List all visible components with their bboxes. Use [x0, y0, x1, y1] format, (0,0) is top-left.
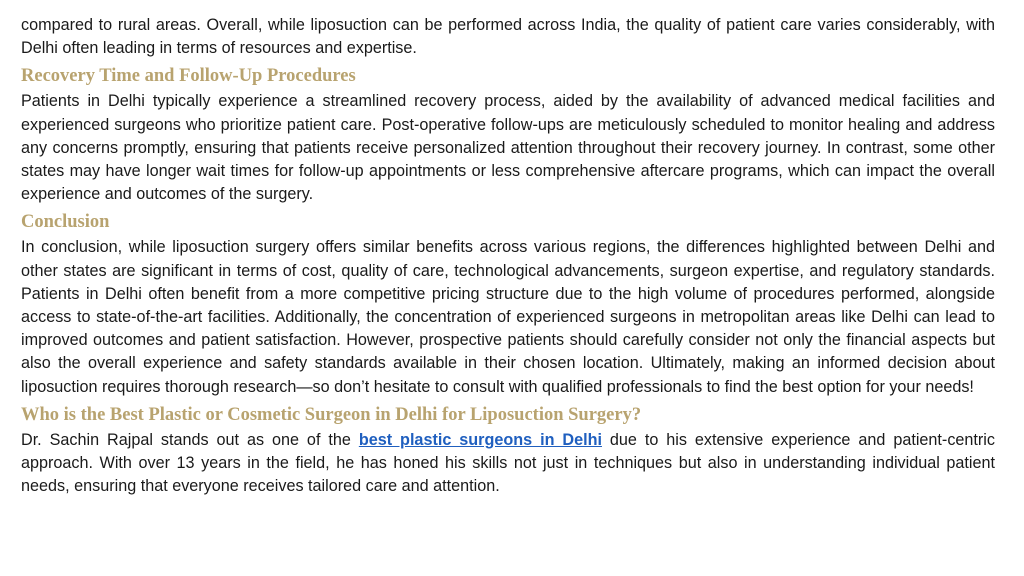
intro-paragraph: compared to rural areas. Overall, while liposuction can be performed across India, the quality of patient care varies considerably, with Delhi often leading in terms of resources and expertise.: [21, 16, 995, 58]
recovery-paragraph: Patients in Delhi typically experience a streamlined recovery process, aided by the availability of advanced medical facilities and experienced surgeons who prioritize patient care. Post-operative follow-ups are meticulously scheduled to monitor healing and address any concerns promptly, ensuring that patients receive personalized attention throughout their recovery journey. In contrast, some other states may have longer wait times for follow-up appointments or less comprehensive aftercare programs, which can impact the overall experience and outcomes of the surgery.: [21, 92, 995, 204]
best-surgeon-paragraph: [21, 429, 995, 499]
conclusion-paragraph: In conclusion, while liposuction surgery offers similar benefits across various regions, the differences highlighted between Delhi and other states are significant in terms of cost, quality of care, technological advancements, surgeon expertise, and regulatory standards. Patients in Delhi often benefit from a more competitive pricing structure due to the high volume of procedures performed, alongside access to state-of-the-art facilities. Additionally, the concentration of experienced surgeons in metropolitan areas like Delhi can lead to improved outcomes and patient satisfaction. However, prospective patients should carefully consider not only the financial aspects but also the overall experience and safety standards available in their chosen location. Ultimately, making an informed decision about liposuction requires thorough research—so don’t hesitate to consult with qualified professionals to find the best option for your needs!: [21, 238, 995, 396]
best-surgeon-heading: Who is the Best Plastic or Cosmetic Surgeon in Delhi for Liposuction Surgery?: [21, 404, 642, 425]
document-page: [21, 14, 995, 498]
best-plastic-surgeons-link[interactable]: best plastic surgeons in Delhi: [358, 430, 602, 449]
best-surgeon-text-before: Dr. Sachin Rajpal stands out as one of the: [21, 430, 359, 449]
recovery-heading: Recovery Time and Follow-Up Procedures: [21, 66, 356, 87]
conclusion-heading: Conclusion: [21, 212, 110, 233]
best-surgeon-text-after: due to his extensive experience and patient-centric approach. With over 13 years in the field, he has honed his skills not just in techniques but also in understanding individual patient needs, ensuring that everyone receives tailored care and attention.: [21, 430, 995, 496]
